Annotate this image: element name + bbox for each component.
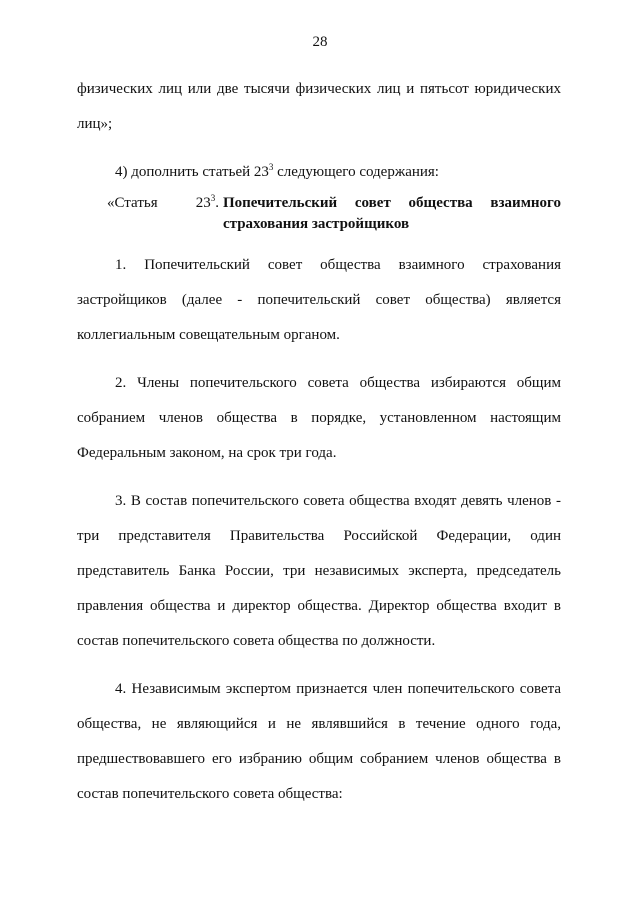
article-label: «Статья — [107, 195, 158, 211]
article-title-line-2: страхования застройщиков — [223, 216, 410, 232]
amendment-item-4-superscript: 3 — [268, 162, 274, 172]
article-paragraph-4: 4. Независимым экспертом признается член попечительского совета общества, не являющийся и не являвшийся в течение одного года, предшествовавшего его избранию общим собранием членов общества в состав попечительского совета общества: — [77, 681, 561, 802]
page-number: 28 — [312, 34, 328, 50]
amendment-item-4-text: 4) дополнить статьей 23 — [115, 164, 269, 180]
amendment-item-4-tail: следующего содержания: — [273, 164, 439, 180]
article-title — [219, 193, 561, 235]
continuation-paragraph: физических лиц или две тысячи физических лиц и пятьсот юридических лиц»; — [77, 81, 561, 132]
article-number: $23^3$. — [195, 193, 219, 211]
article-title-line-1: Попечительский совет общества взаимного — [223, 195, 561, 211]
article-label-block — [77, 193, 219, 214]
article-paragraph-3: 3. В состав попечительского совета общества входят девять членов - три представителя Правительства Российской Федерации, один представитель Банка России, три независимых эксперта, председатель правления общества и директор общества. Директор общества входит в состав попечительского совета общества по должности. — [77, 493, 561, 649]
article-paragraph-1: 1. Попечительский совет общества взаимного страхования застройщиков (далее - попечительский совет общества) является коллегиальным совещательным органом. — [77, 257, 561, 343]
document-body — [77, 72, 561, 812]
article-paragraph-2: 2. Члены попечительского совета общества избираются общим собранием членов общества в порядке, установленном настоящим Федеральным законом, на срок три года. — [77, 375, 561, 461]
amendment-item-4 — [77, 155, 561, 190]
article-heading — [77, 193, 561, 235]
